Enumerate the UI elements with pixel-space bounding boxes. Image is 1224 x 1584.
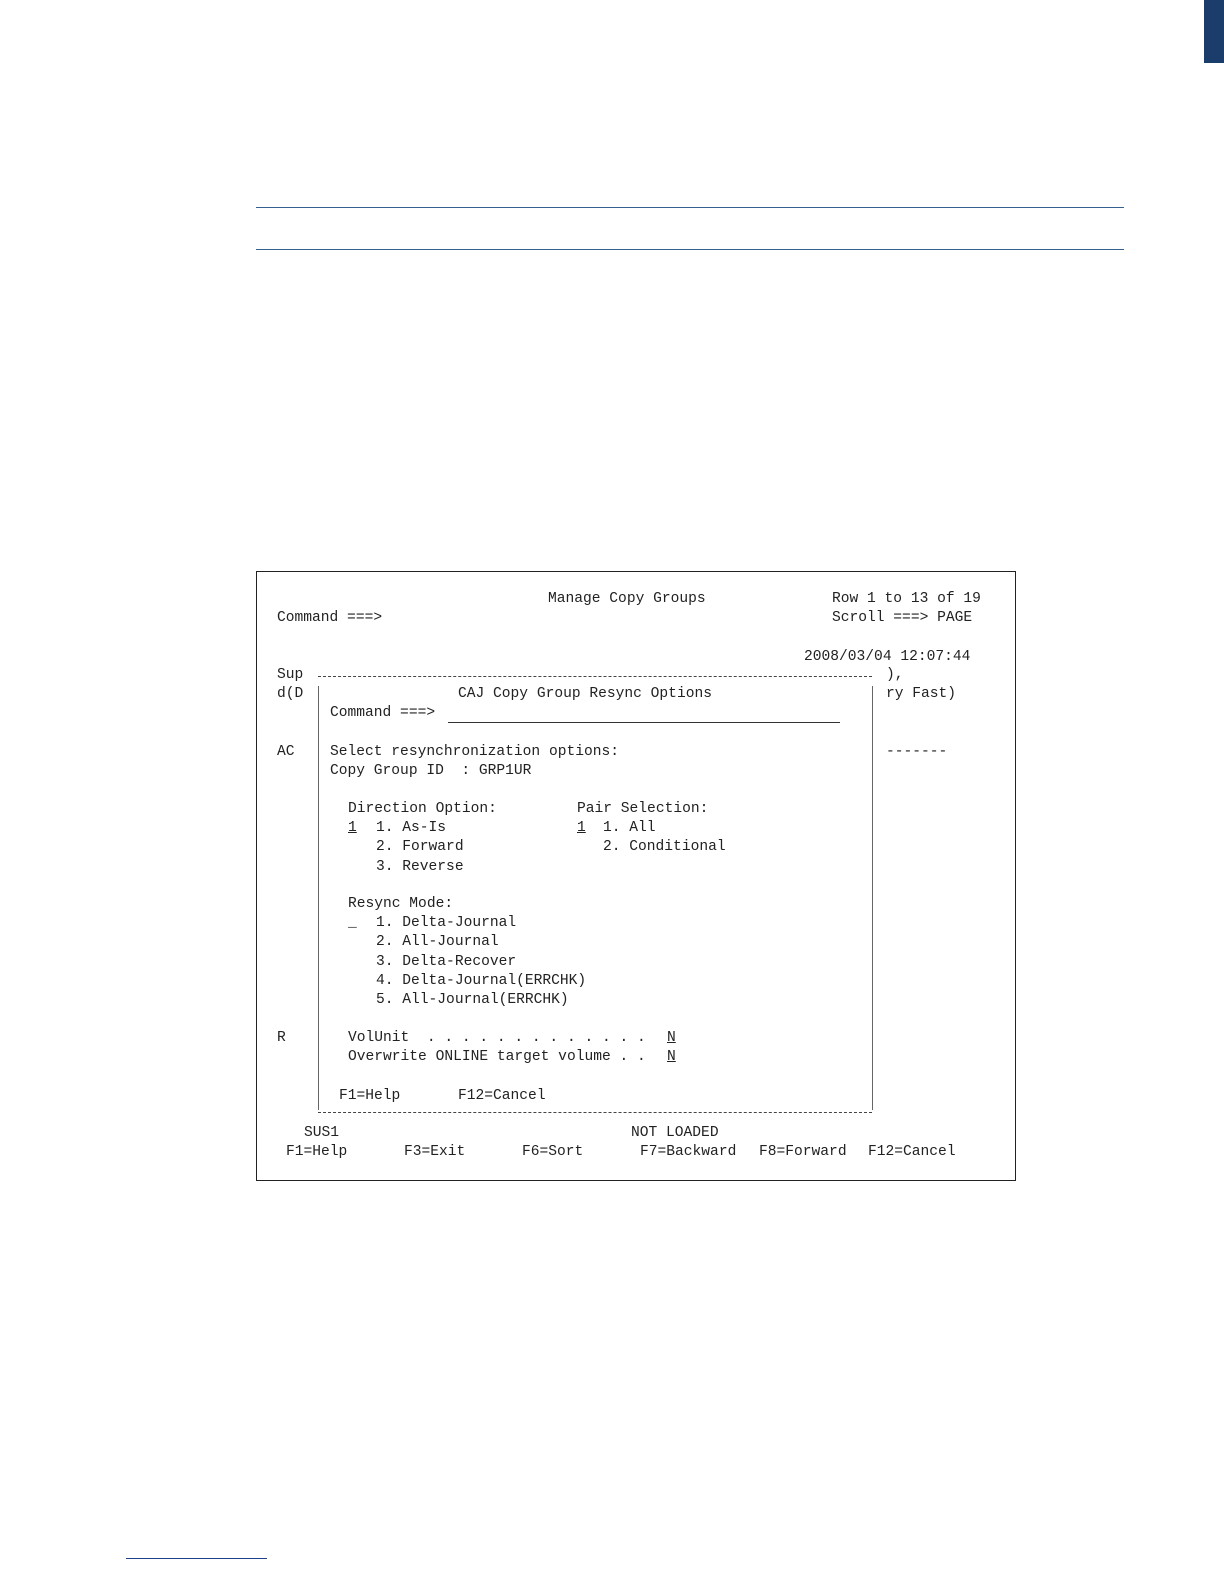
resync-mode-input[interactable]: _ (348, 915, 357, 931)
pair-selection-label: Pair Selection: (577, 801, 709, 817)
bg-text-r: R (277, 1030, 286, 1046)
fkey-f12-cancel[interactable]: F12=Cancel (868, 1144, 956, 1160)
scroll-field[interactable]: Scroll ===> PAGE (832, 610, 973, 626)
pair-selection-input[interactable]: 1 (577, 820, 586, 836)
volunit-input[interactable]: N (667, 1030, 676, 1046)
bg-text-dashes: ------- (886, 744, 948, 760)
resync-option-3: 3. Delta-Recover (376, 954, 517, 970)
status-left: SUS1 (304, 1125, 340, 1141)
popup-border-left (318, 686, 319, 1110)
dialog-command-label: Command ===> (330, 705, 436, 721)
overwrite-label: Overwrite ONLINE target volume . . (348, 1049, 646, 1065)
footer-rule (126, 1558, 267, 1559)
volunit-label: VolUnit . . . . . . . . . . . . . (348, 1030, 646, 1046)
popup-border-right (872, 686, 873, 1110)
popup-border-top (318, 676, 872, 677)
overwrite-input[interactable]: N (667, 1049, 676, 1065)
fkey-f3-exit[interactable]: F3=Exit (404, 1144, 466, 1160)
resync-option-4: 4. Delta-Journal(ERRCHK) (376, 973, 587, 989)
pair-option-2: 2. Conditional (603, 839, 726, 855)
copy-group-id: Copy Group ID : GRP1UR (330, 763, 532, 779)
status-center: NOT LOADED (631, 1125, 719, 1141)
pair-option-1: 1. All (603, 820, 656, 836)
dialog-command-input[interactable] (448, 722, 840, 723)
bg-text-d: d(D (277, 686, 304, 702)
resync-option-5: 5. All-Journal(ERRCHK) (376, 992, 569, 1008)
direction-option-input[interactable]: 1 (348, 820, 357, 836)
fkey-f1-help[interactable]: F1=Help (286, 1144, 348, 1160)
dialog-prompt: Select resynchronization options: (330, 744, 620, 760)
screen-title: Manage Copy Groups (548, 591, 706, 607)
bg-text-fast: ry Fast) (886, 686, 957, 702)
resync-option-1: 1. Delta-Journal (376, 915, 517, 931)
resync-mode-label: Resync Mode: (348, 896, 454, 912)
direction-option-2: 2. Forward (376, 839, 464, 855)
direction-option-label: Direction Option: (348, 801, 497, 817)
timestamp: 2008/03/04 12:07:44 (804, 649, 971, 665)
row-info: Row 1 to 13 of 19 (832, 591, 981, 607)
bg-text-paren: ), (886, 667, 904, 683)
dialog-f1-help[interactable]: F1=Help (339, 1088, 401, 1104)
fkey-f7-backward[interactable]: F7=Backward (640, 1144, 737, 1160)
page-tab-marker (1204, 0, 1224, 63)
dialog-title: CAJ Copy Group Resync Options (458, 686, 712, 702)
direction-option-1: 1. As-Is (376, 820, 447, 836)
fkey-f8-forward[interactable]: F8=Forward (759, 1144, 847, 1160)
bg-text-ac: AC (277, 744, 295, 760)
popup-border-bottom (318, 1112, 872, 1113)
fkey-f6-sort[interactable]: F6=Sort (522, 1144, 584, 1160)
direction-option-3: 3. Reverse (376, 859, 464, 875)
dialog-f12-cancel[interactable]: F12=Cancel (458, 1088, 546, 1104)
bg-text-sup: Sup (277, 667, 304, 683)
header-rule-bottom (256, 249, 1124, 250)
resync-option-2: 2. All-Journal (376, 934, 499, 950)
header-rule-top (256, 207, 1124, 208)
main-command-label[interactable]: Command ===> (277, 610, 383, 626)
